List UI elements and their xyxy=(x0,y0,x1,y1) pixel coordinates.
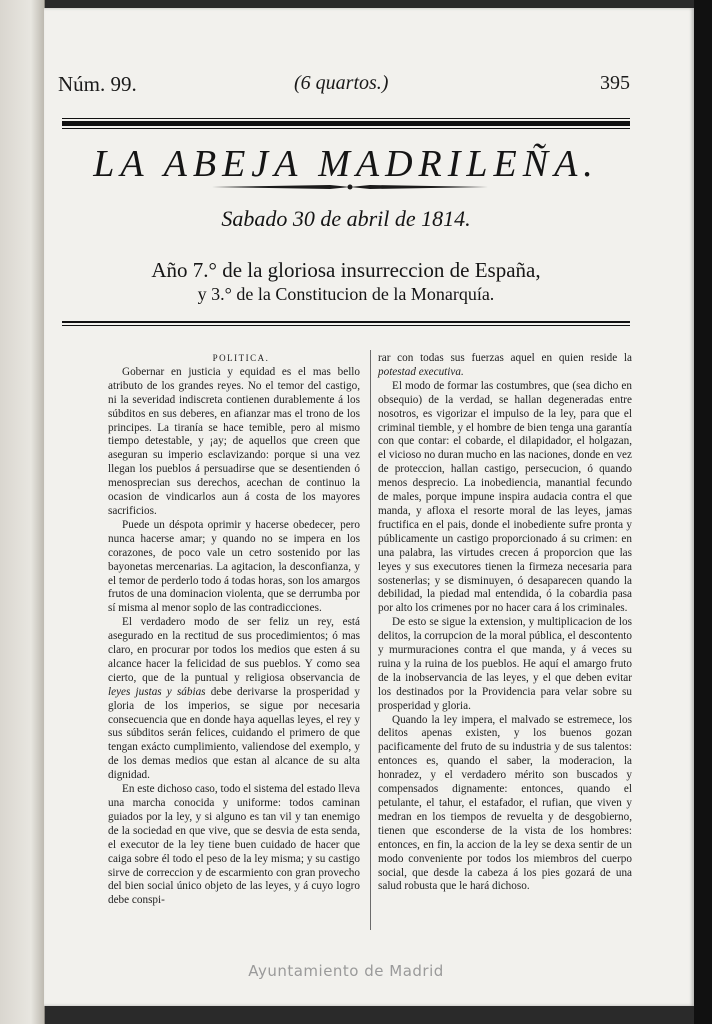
issue-date: Sabado 30 de abril de 1814. xyxy=(221,206,471,231)
page-header xyxy=(58,72,630,102)
paragraph: Quando la ley impera, el malvado se estremece, los delitos apenas existen, y los buenos gozan pacificamente del fruto de su industria y de sus talentos: entonces es, quando el saber, la moderacion, la honradez, y el verdadero mérito son buscados y compensados dignamente: entonces, quando el petulante, el tahur, el estafador, el rufian, que viven y medran en los tiempos de revuelta y de desgobierno, tienen que esconderse de la vista de los hombres: entonces, en fin, la accion de la ley se dexa sentir de un modo conveniente por todos los miembros del cuerpo social, que desde la cabeza á los pies gozará de una salud robusta que le hará dichoso. xyxy=(378,713,632,893)
paragraph: De esto se sigue la extension, y multiplicacion de los delitos, la corrupcion de la moral pública, el descontento y murmuraciones contra el que manda, y á veces su ruina y la ruina de los pueblos. He aquí el amargo fruto de la inobservancia de las leyes, y el que deben evitar los destinados por la Providencia para velar sobre su prosperidad y gloria. xyxy=(378,616,632,712)
archive-watermark: Ayuntamiento de Madrid xyxy=(248,962,444,980)
title-ornament xyxy=(210,180,490,194)
paragraph: Gobernar en justicia y equidad es el mas bello atributo de los grandes reyes. No el temor del castigo, ni la severidad indiscreta contienen durablemente á los súbditos en sus deberes, en afianzar mas el trono de los principes. La tiranía se hace temible, pero al mismo tiempo detestable, y ¡ay; de aquellos que creen que aseguran su imperio esclavizando: porque si una vez llegan los pueblos á persuadirse que se desentienden ó menosprecian sus derechos, acechan de continuo la ocasion de vindicarlos aun á costa de los mayores sacrificios. xyxy=(108,365,360,517)
header-rule-top xyxy=(62,118,630,119)
adjacent-page-edge xyxy=(0,0,45,1024)
paragraph: El verdadero modo de ser feliz un rey, está asegurado en la rectitud de sus procedimientos; ó mas claro, en procurar por todos los medios que esten á su alcance hacer la felicidad de sus pueblos. Y como sea cierto, que de la puntual y religiosa observancia de leyes justas y sábias debe derivarse la prosperidad y gloria de los imperios, se sigue por necesaria consecuencia que en donde haya aquellas leyes, el rey y sus súbditos serán felices, cuidando el primero de que tengan exácto cumplimiento, valiendose del exemplo, y de los demas medios que estan al alcance de su alta dignidad. xyxy=(108,616,360,782)
paragraph: Puede un déspota oprimir y hacerse obedecer, pero nunca hacerse amar; y quando no se impera en los corazones, de poco vale un cetro sostenido por las bayonetas mercenarias. La agitacion, la desconfianza, y el temor de perderlo todo á todas horas, son los amargos frutos de una dominacion violenta, que se derrumba por sí misma al menor soplo de las contradicciones. xyxy=(108,518,360,615)
issue-number: Núm. 99. xyxy=(58,72,137,96)
newspaper-title: LA ABEJA MADRILEÑA. xyxy=(93,143,599,185)
italic-phrase: potestad executiva. xyxy=(378,365,464,378)
section-heading: POLITICA. xyxy=(212,353,270,363)
italic-phrase: leyes justas y sábias xyxy=(108,685,206,698)
subtitle-line-1: Año 7.° de la gloriosa insurreccion de España, xyxy=(151,258,541,282)
issue-price: (6 quartos.) xyxy=(294,72,389,94)
right-column xyxy=(378,352,632,894)
left-column xyxy=(108,352,360,908)
paragraph: En este dichoso caso, todo el sistema del estado lleva una marcha conocida y uniforme: todos caminan guiados por la ley, y si alguno es tan vil y tan enemigo de la sociedad en que vive, que se desvia de esta senda, el executor de la ley tiene buen cuidado de hacer que caiga sobre él todo el peso de la ley misma; y su castigo sirve de correccion y de escarmiento con gran provecho del bien social único objeto de las leyes, y á cuyo logro debe conspi- xyxy=(108,783,360,907)
scan-border xyxy=(694,0,712,1024)
header-rule-thick xyxy=(62,121,630,126)
column-divider xyxy=(370,350,371,930)
section-rule-bottom xyxy=(62,325,630,326)
header-rule-bottom xyxy=(62,128,630,129)
paragraph: El modo de formar las costumbres, que (sea dicho en obsequio) de la verdad, se hallan degeneradas entre nosotros, es vigorizar el impulso de la ley, para que el criminal tiemble, y el hombre de bien tenga una garantía con que contar: el cobarde, el dilapidador, el holgazan, el vicioso no duran mucho en las naciones, donde en vez de proteccion, hallan castigo, persecucion, ó quando menos desprecio. La inobediencia, manantial fecundo de males, porque impune inspira audacia contra el que manda, y afloxa el resorte moral de las leyes, jamas fructifica en el pais, donde el inobediente sufre pronta y públicamente un castigo proporcionado á su crimen: en una palabra, las virtudes crecen á proporcion que las leyes y sus executores tienen la firmeza necesaria para sostenerlas; y se disminuyen, ó desaparecen quando la debilidad, la piedad mal entendida, ó la cobardia pasa por alto los crimenes por no hacer cara á los criminales. xyxy=(378,379,632,615)
page-number: 395 xyxy=(600,72,630,94)
paragraph: rar con todas sus fuerzas aquel en quien reside la potestad executiva. xyxy=(378,352,632,378)
subtitle-line-2: y 3.° de la Constitucion de la Monarquía. xyxy=(197,284,495,304)
section-rule-top xyxy=(62,321,630,323)
